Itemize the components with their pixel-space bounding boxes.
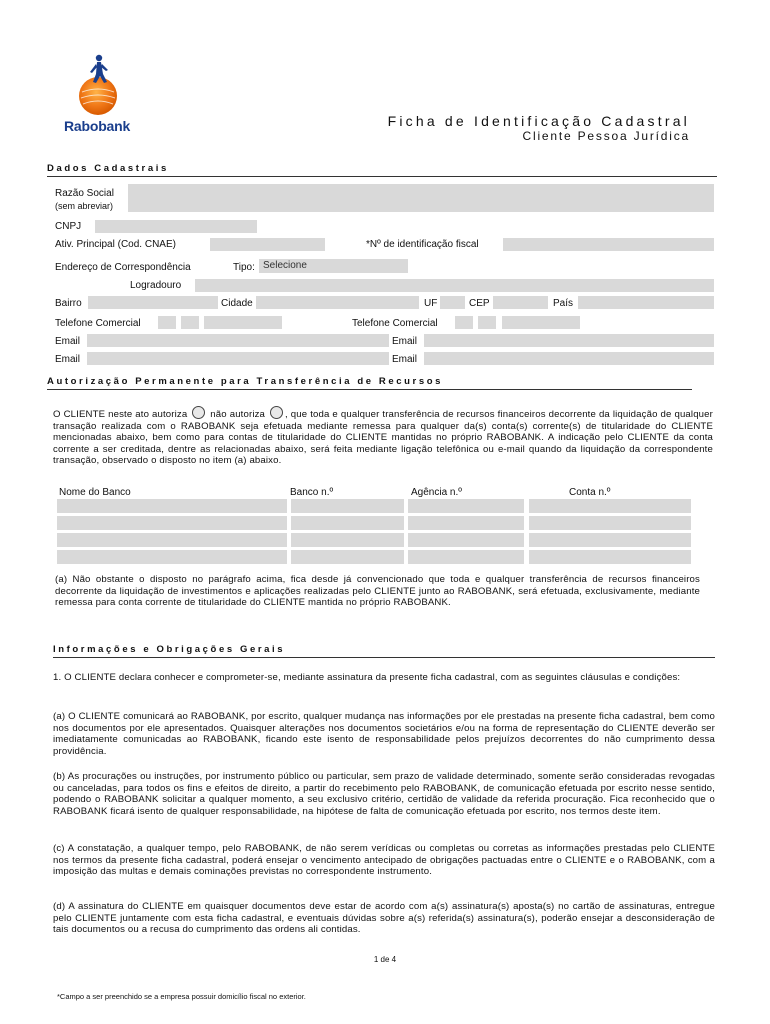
label-email-2: Email <box>392 336 418 347</box>
label-email-3: Email <box>55 354 81 365</box>
email-4-input[interactable] <box>424 352 714 365</box>
label-n-fiscal: *Nº de identificação fiscal <box>366 239 479 250</box>
section-divider <box>47 389 692 390</box>
page-subtitle: Cliente Pessoa Jurídica <box>522 129 690 143</box>
page-title: Ficha de Identificação Cadastral <box>387 113 690 129</box>
tipo-select[interactable] <box>259 259 408 273</box>
section-divider <box>53 657 715 658</box>
razao-social-input[interactable] <box>128 184 714 212</box>
account-input[interactable] <box>529 516 691 530</box>
col-header-agencia: Agência n.º <box>411 487 462 498</box>
rabobank-emblem-icon <box>60 52 140 116</box>
clause-d: (d) A assinatura do CLIENTE em quaisquer documentos deve estar de acordo com a(s) assinatura(s) aposta(s) no cartão de assinaturas, entregue pelo CLIENTE juntamente com esta ficha cadastral, e eventuais dúvidas sobre a(s) referida(s) assinatura(s), poderão ensejar a desconsideração de tais documentos ou a recusa do cumprimento das ordens ali contidas. <box>53 901 715 936</box>
account-input[interactable] <box>529 550 691 564</box>
label-cidade: Cidade <box>221 298 253 309</box>
bank-name-input[interactable] <box>57 499 287 513</box>
bank-name-input[interactable] <box>57 533 287 547</box>
section-title-informacoes: Informações e Obrigações Gerais <box>53 644 286 655</box>
ativ-principal-input[interactable] <box>210 238 325 251</box>
telefone-2-ddd[interactable] <box>478 316 496 329</box>
label-pais: País <box>553 298 574 309</box>
autorizacao-paragraph <box>53 406 713 467</box>
bank-name-input[interactable] <box>57 550 287 564</box>
cep-input[interactable] <box>493 296 548 309</box>
bank-number-input[interactable] <box>291 516 404 530</box>
footnote: *Campo a ser preenchido se a empresa possuir domicílio fiscal no exterior. <box>57 992 306 1001</box>
page-number: 1 de 4 <box>373 955 397 964</box>
agency-input[interactable] <box>408 550 524 564</box>
telefone-2-number[interactable] <box>502 316 580 329</box>
agency-input[interactable] <box>408 533 524 547</box>
label-razao-social: Razão Social <box>55 188 114 199</box>
label-telefone-2: Telefone Comercial <box>352 318 438 329</box>
autorizacao-text-c: , que toda e qualquer transferência de recursos financeiros decorrente da liquidação de qualquer transação realizada com o RABOBANK seja efetuada mediante remessa para qualquer da(s) conta(s) corrente(s) de titularidade do CLIENTE mencionadas abaixo, bem como para contas de titularidade do CLIENTE mantidas no próprio RABOBANK. A indicação pelo CLIENTE da conta corrente a ser creditada, dentre as relacionadas abaixo, será feita mediante ligação telefônica ou e-mail quando da liquidação da correspondente transação, observado o disposto no item (a) abaixo. <box>53 409 713 467</box>
telefone-1-ddi[interactable] <box>158 316 176 329</box>
label-telefone-1: Telefone Comercial <box>55 318 141 329</box>
nao-autoriza-radio[interactable] <box>270 406 283 419</box>
clause-1: 1. O CLIENTE declara conhecer e comprometer-se, mediante assinatura da presente ficha cadastral, com as seguintes cláusulas e condições: <box>53 672 681 683</box>
bank-number-input[interactable] <box>291 499 404 513</box>
email-3-input[interactable] <box>87 352 389 365</box>
label-cnpj: CNPJ <box>55 221 82 232</box>
label-email-1: Email <box>55 336 81 347</box>
clause-a: (a) O CLIENTE comunicará ao RABOBANK, por escrito, qualquer mudança nas informações por ele prestadas na presente ficha cadastral, bem como nos documentos por ele apresentados. Quaisquer alterações nos documentos societários e/ou na forma de representação do CLIENTE deverão ser imediatamente comunicadas ao RABOBANK, ficando este isento de responsabilidade pelos prejuízos decorrentes do não cumprimento dessa providência. <box>53 711 715 757</box>
telefone-1-number[interactable] <box>204 316 282 329</box>
agency-input[interactable] <box>408 516 524 530</box>
label-uf: UF <box>424 298 438 309</box>
label-cep: CEP <box>469 298 490 309</box>
bairro-input[interactable] <box>88 296 218 309</box>
label-tipo: Tipo: <box>233 262 255 273</box>
clause-c: (c) A constatação, a qualquer tempo, pelo RABOBANK, de não serem verídicas ou completas ou corretas as informações prestadas pelo CLIENTE nos termos da presente ficha cadastral, poderá ensejar o vencimento antecipado de obrigações pactuadas entre o CLIENTE e o RABOBANK, com a imposição das multas e demais cominações previstas no correspondente instrumento. <box>53 843 715 878</box>
cidade-input[interactable] <box>256 296 419 309</box>
telefone-1-ddd[interactable] <box>181 316 199 329</box>
clause-b: (b) As procurações ou instruções, por instrumento público ou particular, sem prazo de validade determinado, somente serão consideradas revogadas ou canceladas, para todos os fins e efeitos de direito, a partir do recebimento pelo RABOBANK, de comunicação efetuada por escrito nesse sentido, podendo o RABOBANK solicitar a qualquer momento, a seu exclusivo critério, certidão de validade da referida procuração. Fica reconhecido que o RABOBANK ficará isento de qualquer responsabilidade, na hipótese de falta de comunicação efetuada por escrito, nos termos deste item. <box>53 771 715 817</box>
telefone-2-ddi[interactable] <box>455 316 473 329</box>
account-input[interactable] <box>529 499 691 513</box>
section-title-dados: Dados Cadastrais <box>47 163 169 174</box>
section-divider <box>47 176 717 177</box>
label-ativ-principal: Ativ. Principal (Cod. CNAE) <box>55 239 176 250</box>
n-fiscal-input[interactable] <box>503 238 714 251</box>
rabobank-logo <box>60 52 140 136</box>
cnpj-input[interactable] <box>95 220 257 233</box>
account-input[interactable] <box>529 533 691 547</box>
bank-number-input[interactable] <box>291 550 404 564</box>
autorizacao-text-a: O CLIENTE neste ato autoriza <box>53 409 188 420</box>
autorizacao-text-b: não autoriza <box>210 409 266 420</box>
label-endereco: Endereço de Correspondência <box>55 262 191 273</box>
col-header-conta: Conta n.º <box>569 487 611 498</box>
logradouro-input[interactable] <box>195 279 714 292</box>
col-header-banco: Nome do Banco <box>59 487 131 498</box>
label-logradouro: Logradouro <box>130 280 182 291</box>
label-bairro: Bairro <box>55 298 82 309</box>
nota-a-paragraph: (a) Não obstante o disposto no parágrafo acima, fica desde já convencionado que toda e qualquer transferência de recursos financeiros decorrente da liquidação de investimentos e aplicações realizadas pelo CLIENTE junto ao RABOBANK, será efetuada, exclusivamente, mediante remessa para conta corrente de titularidade do CLIENTE mantida no próprio RABOBANK. <box>55 574 700 609</box>
tipo-select-value: Selecione <box>263 260 307 271</box>
agency-input[interactable] <box>408 499 524 513</box>
logo-wordmark: Rabobank <box>64 118 131 134</box>
uf-input[interactable] <box>440 296 465 309</box>
bank-number-input[interactable] <box>291 533 404 547</box>
bank-name-input[interactable] <box>57 516 287 530</box>
email-2-input[interactable] <box>424 334 714 347</box>
pais-input[interactable] <box>578 296 714 309</box>
label-sem-abreviar: (sem abreviar) <box>55 201 114 211</box>
section-title-autorizacao: Autorização Permanente para Transferência de Recursos <box>47 376 443 387</box>
label-email-4: Email <box>392 354 418 365</box>
col-header-banco-n: Banco n.º <box>290 487 334 498</box>
autoriza-radio[interactable] <box>192 406 205 419</box>
email-1-input[interactable] <box>87 334 389 347</box>
